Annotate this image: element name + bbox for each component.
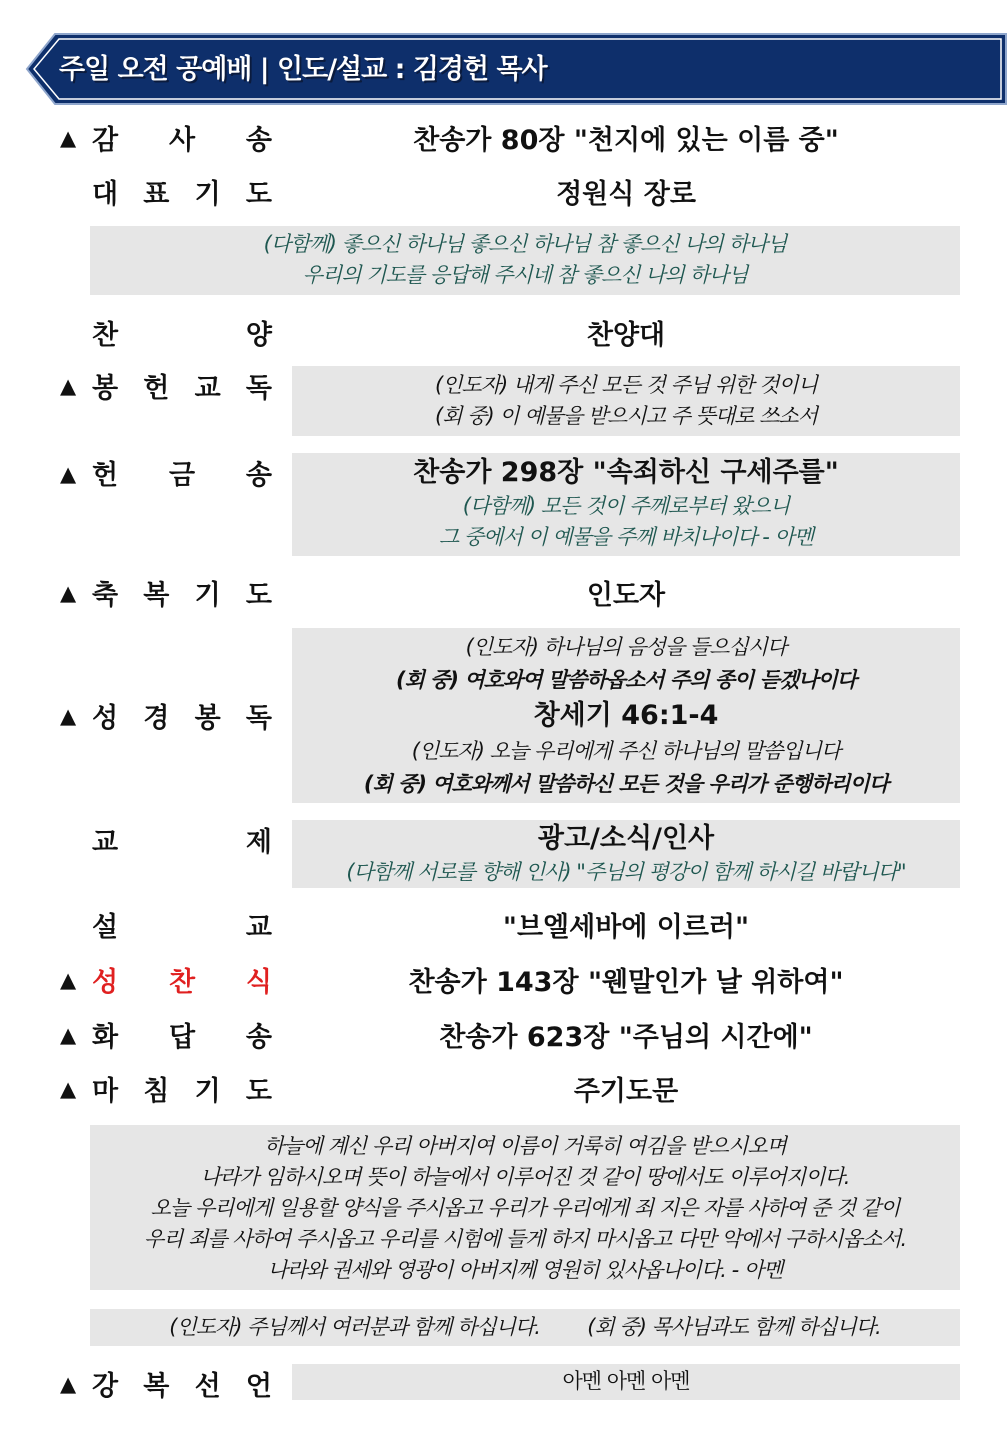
item-label: 대 표 기 도 — [92, 179, 272, 210]
sermon-title: "브엘세바에 이르러" — [502, 912, 750, 943]
marker-icon: ▲ — [60, 1023, 77, 1047]
page-title: 주일 오전 공예배 | 인도/설교 : 김경헌 목사 — [59, 54, 547, 85]
item-label: 화 답 송 — [92, 1022, 272, 1053]
marker-icon: ▲ — [60, 1077, 77, 1101]
marker-icon: ▲ — [60, 581, 77, 605]
seonggyeong-box: (인도자) 하나님의 음성을 들으십시다 (회 중) 여호와여 말씀하옵소서 주의 종이 듣겠나이다 창세기 46:1-4 (인도자) 오늘 우리에게 주신 하나님의 말씀입니다 (회 중) 여호와께서 말씀하신 모든 것을 우리가 준행하리이다 — [292, 628, 960, 803]
gangbok-box — [292, 1364, 960, 1400]
heongeum-title: 찬송가 298장 "속죄하신 구세주를" — [413, 457, 839, 488]
item-content: 주기도문 — [573, 1076, 679, 1107]
lords-prayer-box: 하늘에 계신 우리 아버지여 이름이 거룩히 여김을 받으시오며 나라가 임하시오며 뜻이 하늘에서 이루어진 것 같이 땅에서도 이루어지이다. 오늘 우리에게 일용할 양식을 주시옵고 우리가 우리에게 죄 지은 자를 사하여 준 것 같이 우리 죄를 사하여 주시옵고 우리를 시험에 들게 하지 마시옵고 다만 악에서 구하시옵소서. 나라와 권세와 영광이 아버지께 영원히 있사옵나이다. - 아멘 — [90, 1125, 960, 1290]
marker-icon: ▲ — [60, 126, 77, 150]
item-content: 인도자 — [586, 580, 666, 611]
item-content: 정원식 장로 — [556, 179, 696, 210]
heongeum-box: 찬송가 298장 "속죄하신 구세주를" (다함께) 모든 것이 주께로부터 왔으니 그 중에서 이 예물을 주께 바치나이다 - 아멘 — [292, 453, 960, 556]
item-content: 찬송가 623장 "주님의 시간에" — [439, 1022, 813, 1053]
marker-icon: ▲ — [60, 1372, 77, 1396]
item-label: 설 교 — [92, 912, 272, 943]
item-label: 성 경 봉 독 — [92, 703, 272, 734]
item-content: 찬송가 80장 "천지에 있는 이름 중" — [413, 125, 839, 156]
item-label: 마 침 기 도 — [92, 1076, 272, 1107]
marker-icon: ▲ — [60, 462, 77, 486]
marker-icon: ▲ — [60, 968, 77, 992]
benediction-response: 아멘 아멘 아멘 — [562, 1369, 690, 1393]
bongheon-box: (인도자) 내게 주신 모든 것 주님 위한 것이니 (회 중) 이 예물을 받으시고 주 뜻대로 쓰소서 — [292, 366, 960, 436]
greeting-box — [90, 1309, 960, 1346]
item-label: 찬 양 — [92, 320, 272, 351]
item-label: 성 찬 식 — [92, 967, 272, 998]
item-content: 찬송가 143장 "웬말인가 날 위하여" — [408, 967, 844, 998]
item-content: 찬양대 — [586, 320, 666, 351]
header-banner — [25, 32, 1008, 106]
marker-icon: ▲ — [60, 704, 77, 728]
item-label: 봉 헌 교 독 — [92, 373, 272, 404]
prayer-response-box: (다함께) 좋으신 하나님 좋으신 하나님 참 좋으신 나의 하나님 우리의 기도를 응답해 주시네 참 좋으신 나의 하나님 — [90, 226, 960, 295]
item-label: 강 복 선 언 — [92, 1371, 272, 1402]
item-label: 교 제 — [92, 827, 272, 858]
item-label: 감 사 송 — [92, 125, 272, 156]
scripture-passage: 창세기 46:1-4 — [533, 700, 719, 731]
item-label: 헌 금 송 — [92, 460, 272, 491]
greeting-congregation: (회 중) 목사님과도 함께 하십니다. — [587, 1315, 881, 1339]
gyoje-box: 광고/소식/인사 (다함께 서로를 향해 인사) "주님의 평강이 함께 하시길 바랍니다" — [292, 820, 960, 888]
gyoje-title: 광고/소식/인사 — [537, 823, 715, 854]
greeting-leader: (인도자) 주님께서 여러분과 함께 하십니다. — [169, 1315, 540, 1339]
item-label: 축 복 기 도 — [92, 580, 272, 611]
marker-icon: ▲ — [60, 374, 77, 398]
